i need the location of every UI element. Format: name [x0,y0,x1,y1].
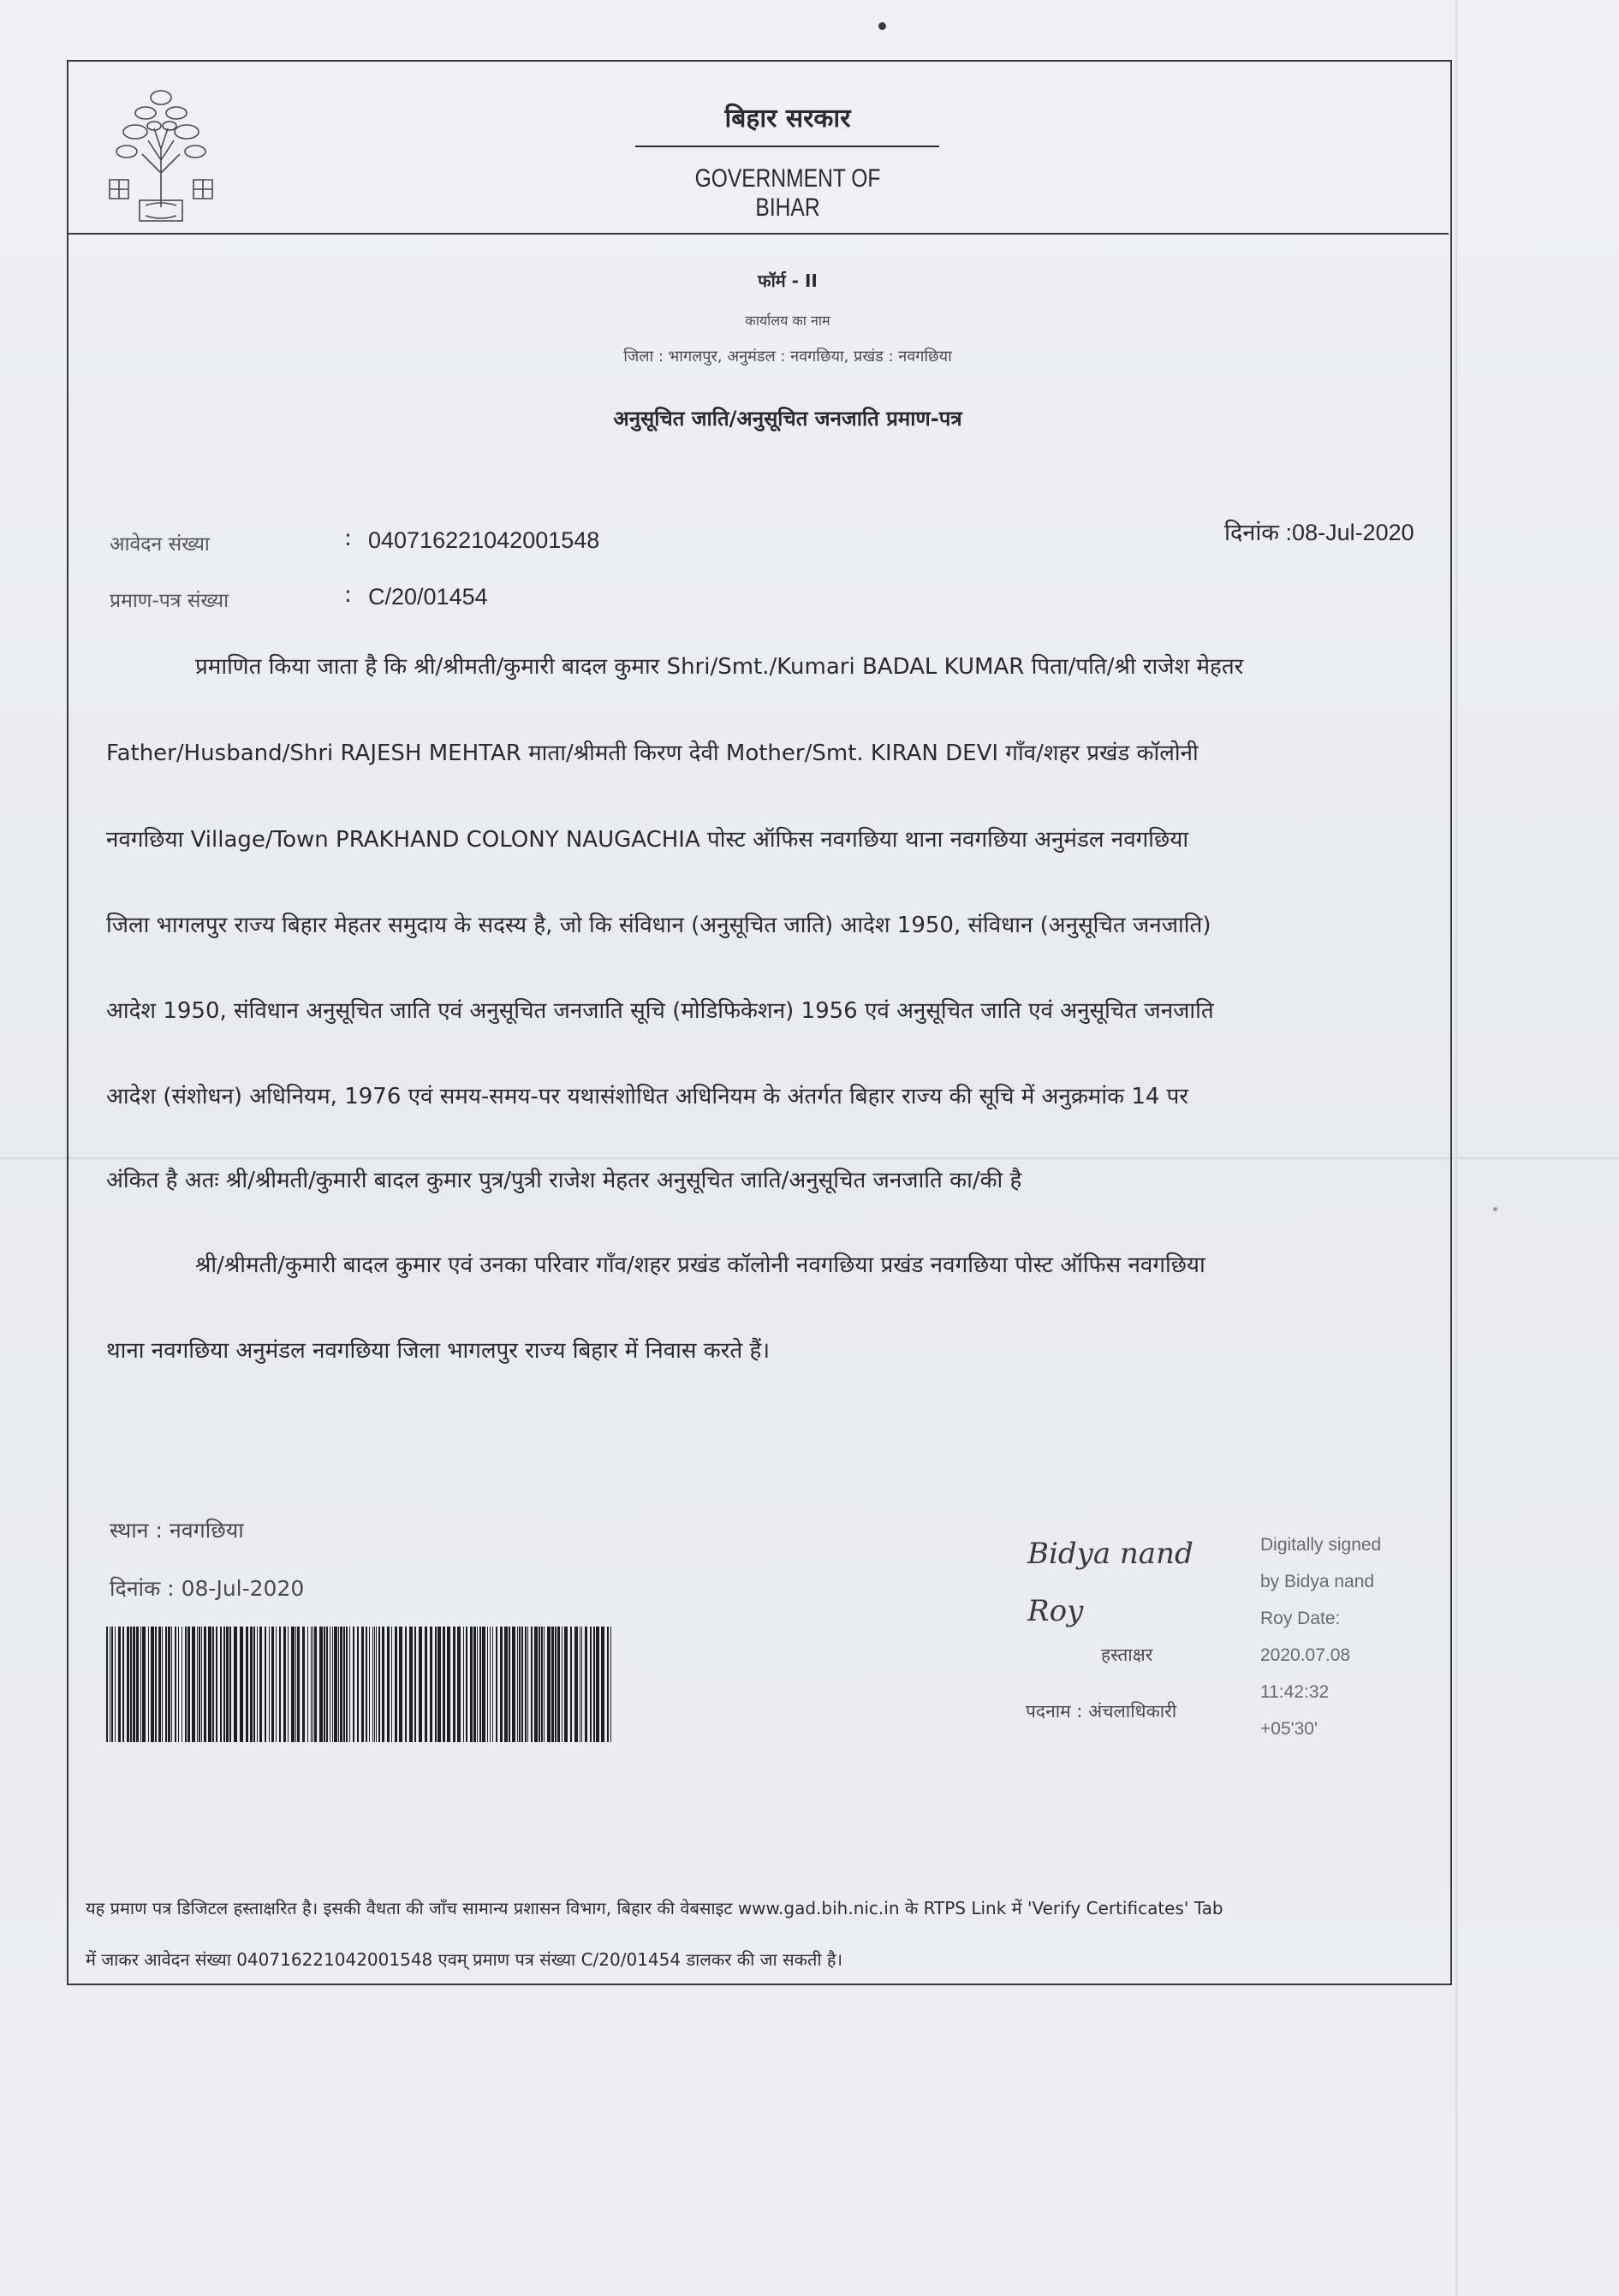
office-name: कार्यालय का नाम [745,312,830,329]
certificate-title: अनुसूचित जाति/अनुसूचित जनजाति प्रमाण-पत्र [613,407,962,431]
barcode-bar [165,1627,167,1742]
barcode-bar [199,1627,200,1742]
barcode-bar [509,1627,510,1742]
barcode-bar [504,1627,508,1742]
barcode-bar [276,1627,277,1742]
barcode-bar [555,1627,557,1742]
barcode-bar [118,1627,121,1742]
barcode-bar [482,1627,485,1742]
paper-speck [1493,1207,1497,1211]
barcode-bar [259,1627,262,1742]
barcode-bar [419,1627,422,1742]
barcode-bar [512,1627,515,1742]
barcode-bar [372,1627,373,1742]
barcode-bar [257,1627,258,1742]
digital-signature-line-3: Roy Date: [1260,1609,1341,1628]
barcode-bar [601,1627,604,1742]
barcode-bar [492,1627,493,1742]
digital-signature-line-1: Digitally signed [1260,1535,1382,1555]
barcode-bar [466,1627,467,1742]
barcode-bar [564,1627,568,1742]
barcode-bar [547,1627,551,1742]
barcode-bar [312,1627,313,1742]
barcode-bar [405,1627,407,1742]
barcode-bar [314,1627,317,1742]
barcode-bar [175,1627,176,1742]
place-line: स्थान : नवगछिया [110,1518,244,1543]
barcode-bar [334,1627,337,1742]
barcode-bar [395,1627,397,1742]
issue-date: दिनांक :08-Jul-2020 [1224,520,1414,545]
barcode-bar [223,1627,225,1742]
digital-signature-line-4: 2020.07.08 [1260,1645,1351,1665]
barcode-bar [158,1627,161,1742]
barcode-bar [155,1627,157,1742]
barcode-bar [378,1627,380,1742]
verification-line-2: में जाकर आवेदन संख्या 040716221042001548 एवम् प्रमाण पत्र संख्या C/20/01454 डालकर की जा सकती है। [86,1949,843,1970]
signature-label: हस्ताक्षर [1101,1645,1153,1665]
barcode-bar [187,1627,190,1742]
barcode-bar [291,1627,295,1742]
barcode-bar [201,1627,202,1742]
barcode-bar [519,1627,521,1742]
body-line-5: आदेश 1950, संविधान अनुसूचित जाति एवं अनुसूचित जनजाति सूचि (मोडिफिकेशन) 1956 एवं अनुसूचित जाति एवं अनुसूचित जनजाति [106,998,1214,1024]
barcode-bar [168,1627,170,1742]
barcode-bar [551,1627,554,1742]
barcode-bar [297,1627,300,1742]
barcode-bar [142,1627,146,1742]
barcode-bar [106,1627,108,1742]
barcode-bar [414,1627,416,1742]
barcode-bar [265,1627,266,1742]
barcode-bar [295,1627,296,1742]
barcode-bar [302,1627,305,1742]
barcode-bar [610,1627,611,1742]
barcode-bar [197,1627,198,1742]
barcode-bar [399,1627,402,1742]
barcode-bar [340,1627,342,1742]
barcode-bar [111,1627,113,1742]
footer-date: दिनांक : 08-Jul-2020 [110,1576,305,1601]
barcode-bar [226,1627,229,1742]
certificate-number-colon: : [344,582,352,608]
barcode-bar [361,1627,364,1742]
barcode-bar [136,1627,139,1742]
barcode-bar [127,1627,129,1742]
barcode-bar [490,1627,491,1742]
paper-speck [878,22,886,30]
barcode-bar [477,1627,478,1742]
barcode-bar [162,1627,163,1742]
barcode-bar [192,1627,195,1742]
government-title-english: GOVERNMENT OF BIHAR [694,164,881,222]
body-line-8: श्री/श्रीमती/कुमारी बादल कुमार एवं उनका परिवार गाँव/शहर प्रखंड कॉलोनी नवगछिया प्रखंड नवगछिया पोस्ट ऑफिस नवगछिया [195,1252,1205,1278]
barcode-bar [590,1627,592,1742]
barcode-bar [122,1627,124,1742]
barcode-bar [240,1627,243,1742]
barcode-bar [253,1627,255,1742]
barcode-bar [250,1627,253,1742]
barcode-bar [574,1627,578,1742]
barcode-bar [279,1627,281,1742]
barcode-bar [435,1627,437,1742]
barcode-bar [140,1627,141,1742]
barcode-bar [391,1627,392,1742]
body-line-1: प्रमाणित किया जाता है कि श्री/श्रीमती/कुमारी बादल कुमार Shri/Smt./Kumari BADAL KUMAR पिता/पति/श्री राजेश मेहतर [195,654,1244,680]
form-number: फॉर्म - II [758,271,818,291]
barcode-bar [585,1627,587,1742]
barcode-bar [473,1627,476,1742]
barcode-bar [443,1627,445,1742]
body-line-7: अंकित है अतः श्री/श्रीमती/कुमारी बादल कुमार पुत्र/पुत्री राजेश मेहतर अनुसूचित जाति/अनुसूचित जनजाति का/की है [106,1168,1022,1193]
barcode-bar [437,1627,441,1742]
barcode-bar [366,1627,367,1742]
barcode-bar [387,1627,390,1742]
digital-signature-line-5: 11:42:32 [1260,1682,1330,1702]
body-line-4: जिला भागलपुर राज्य बिहार मेहतर समुदाय के सदस्य है, जो कि संविधान (अनुसूचित जाति) आदेश 1950, संविधान (अनुसूचित जनजाति) [106,913,1211,938]
barcode-bar [376,1627,377,1742]
barcode-bar [246,1627,248,1742]
barcode-bar [479,1627,481,1742]
digital-signature-line-6: +05'30' [1260,1719,1318,1739]
designation-line: पदनाम : अंचलाधिकारी [1026,1701,1177,1722]
district-line: जिला : भागलपुर, अनुमंडल : नवगछिया, प्रखंड : नवगछिया [623,348,952,366]
barcode-bar [269,1627,270,1742]
government-title-hindi: बिहार सरकार [724,104,851,134]
signature-script-line-1: Bidya nand [1027,1537,1193,1571]
barcode-bar [343,1627,345,1742]
barcode-bar [324,1627,325,1742]
barcode-bar [353,1627,354,1742]
paper-fold-vertical [1455,0,1457,2296]
barcode-bar [216,1627,217,1742]
barcode-bar [148,1627,149,1742]
barcode-bar [430,1627,432,1742]
barcode-bar [496,1627,497,1742]
barcode-bar [212,1627,214,1742]
barcode-bar [346,1627,348,1742]
barcode-bar [130,1627,132,1742]
barcode-bar [557,1627,560,1742]
certificate-number: C/20/01454 [368,584,488,610]
body-line-6: आदेश (संशोधन) अधिनियम, 1976 एवं समय-समय-पर यथासंशोधित अधिनियम के अंतर्गत बिहार राज्य की सूचि में अनुक्रमांक 14 पर [106,1084,1189,1109]
barcode-bar [470,1627,473,1742]
barcode-bar [541,1627,543,1742]
barcode-bar [283,1627,286,1742]
barcode-bar [539,1627,540,1742]
barcode-bar [332,1627,333,1742]
barcode-bar [453,1627,455,1742]
barcode-bar [525,1627,527,1742]
barcode-bar [220,1627,222,1742]
barcode-bar [338,1627,339,1742]
barcode-bar [527,1627,528,1742]
barcode-bar [115,1627,116,1742]
barcode-bar [178,1627,179,1742]
bihar-emblem-icon [101,79,221,229]
barcode-bar [288,1627,289,1742]
barcode-bar [517,1627,518,1742]
body-line-3: नवगछिया Village/Town PRAKHAND COLONY NAUGACHIA पोस्ट ऑफिस नवगछिया थाना नवगछिया अनुमंडल नवगछिया [106,827,1189,853]
barcode-bar [319,1627,323,1742]
barcode-bar [500,1627,503,1742]
barcode-bar [374,1627,375,1742]
barcode-bar [544,1627,545,1742]
barcode-bar [425,1627,427,1742]
barcode-bar [311,1627,312,1742]
barcode-bar [369,1627,370,1742]
body-line-9: थाना नवगछिया अनुमंडल नवगछिया जिला भागलपुर राज्य बिहार में निवास करते हैं। [106,1338,771,1364]
barcode-bar [534,1627,538,1742]
barcode-bar [581,1627,582,1742]
barcode-bar [596,1627,599,1742]
barcode-bar [171,1627,172,1742]
barcode-bar [382,1627,384,1742]
barcode-bar [570,1627,572,1742]
barcode-bar [349,1627,350,1742]
barcode-bar [307,1627,308,1742]
barcode-bar [204,1627,206,1742]
header-divider [68,233,1449,235]
certificate-number-label: प्रमाण-पत्र संख्या [110,590,229,612]
application-number-label: आवेदन संख्या [110,533,210,556]
barcode-bar [326,1627,328,1742]
barcode-bar [357,1627,359,1742]
body-line-2: Father/Husband/Shri RAJESH MEHTAR माता/श्रीमती किरण देवी Mother/Smt. KIRAN DEVI गाँव/शहर प्रखंड कॉलोनी [106,741,1199,766]
barcode-bar [229,1627,231,1742]
barcode-image [106,1627,615,1742]
barcode-bar [447,1627,450,1742]
barcode-bar [151,1627,154,1742]
signature-script-line-2: Roy [1027,1594,1084,1628]
title-underline [635,146,939,147]
barcode-bar [607,1627,609,1742]
barcode-bar [531,1627,533,1742]
digital-signature-line-2: by Bidya nand [1260,1572,1375,1591]
barcode-bar [593,1627,595,1742]
barcode-bar [487,1627,488,1742]
application-number: 040716221042001548 [368,527,600,553]
barcode-bar [271,1627,274,1742]
barcode-bar [409,1627,413,1742]
barcode-bar [185,1627,187,1742]
barcode-bar [463,1627,464,1742]
barcode-bar [208,1627,211,1742]
barcode-bar [234,1627,237,1742]
barcode-bar [133,1627,135,1742]
barcode-bar [457,1627,461,1742]
application-number-colon: : [344,526,352,551]
barcode-bar [521,1627,523,1742]
verification-line-1: यह प्रमाण पत्र डिजिटल हस्ताक्षरित है। इसकी वैधता की जाँच सामान्य प्रशासन विभाग, बिहार की वेबसाइट www.gad.bih.nic.in के RTPS Link में 'Verify Certificates' Tab [86,1898,1223,1918]
